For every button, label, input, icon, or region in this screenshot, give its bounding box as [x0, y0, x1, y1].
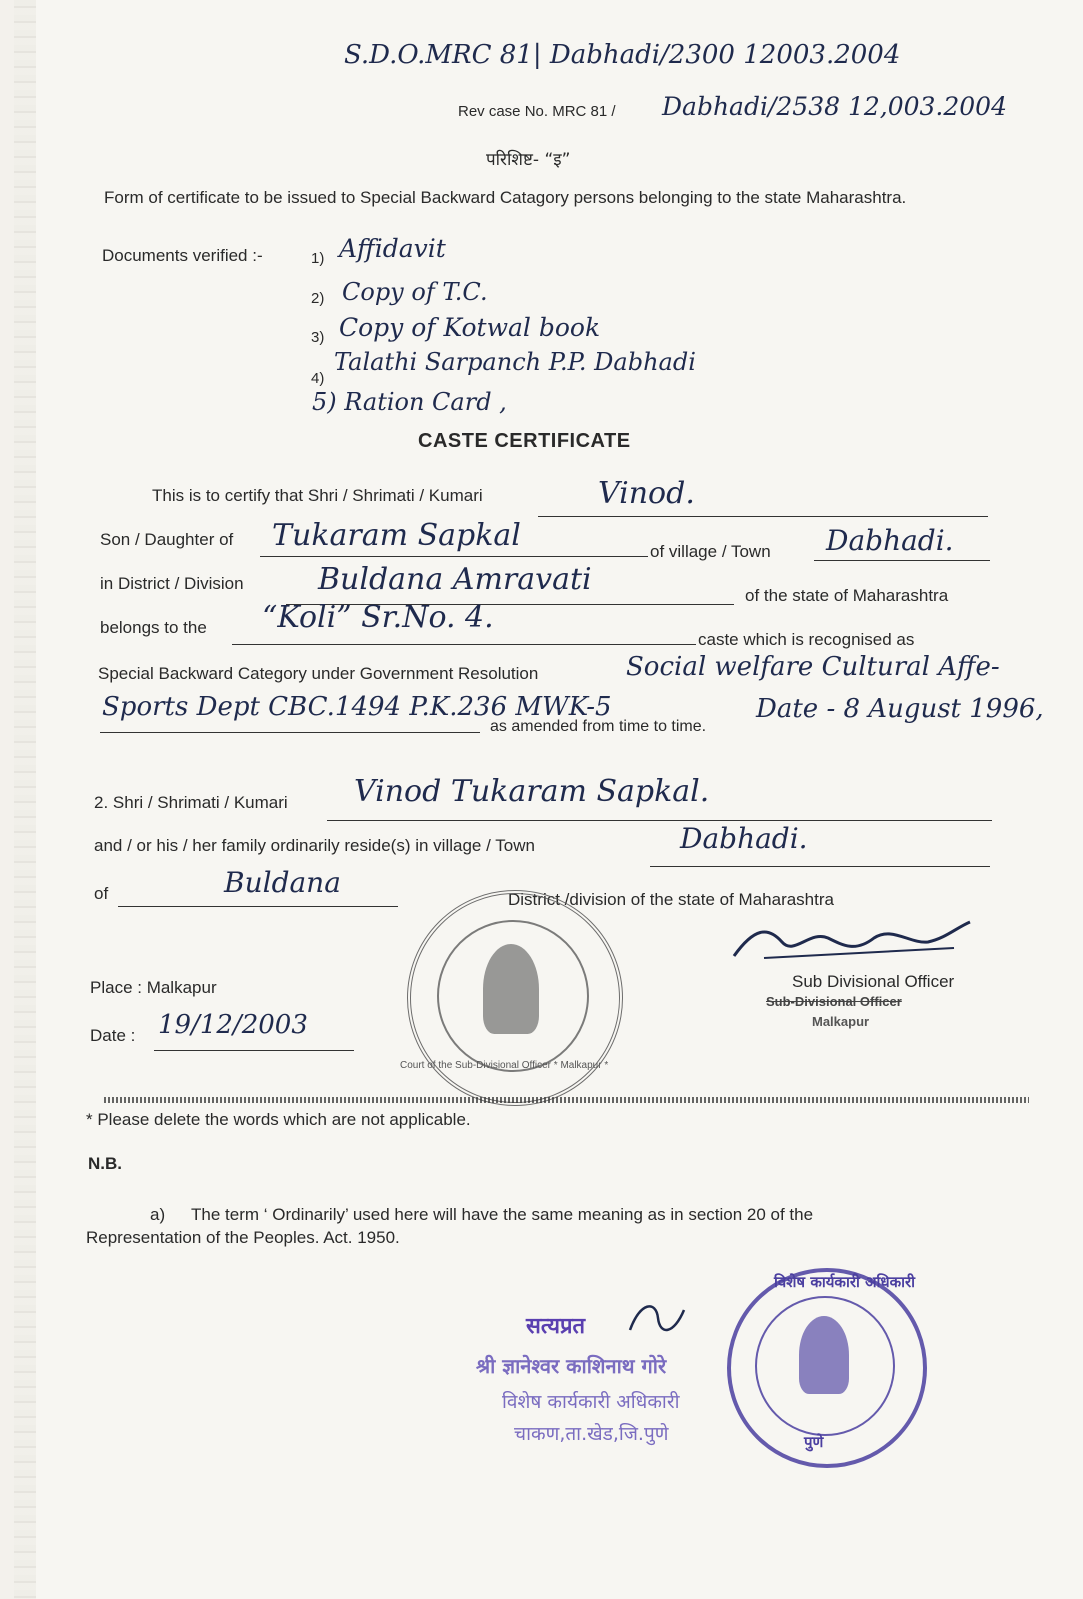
doc-num-1: 1) — [311, 250, 325, 267]
seal-text: विशेष कार्यकारी अधिकारी — [774, 1273, 916, 1291]
caste-name: “Koli” Sr.No. 4. — [262, 600, 494, 635]
para2-name: Vinod Tukaram Sapkal. — [354, 774, 710, 809]
date-label: Date : — [90, 1026, 136, 1045]
rev-case-number: Dabhadi/2538 12,003.2004 — [662, 92, 1007, 121]
category-text: Special Backward Category under Government Resolution — [98, 664, 539, 683]
of-line — [118, 906, 398, 907]
amended-text: as amended from time to time. — [490, 718, 707, 735]
caste-line — [232, 644, 696, 645]
separator-dots — [104, 1097, 1029, 1103]
court-stamp — [407, 890, 623, 1106]
delete-note: * Please delete the words which are not applicable. — [86, 1110, 471, 1129]
name-line — [538, 516, 988, 517]
doc-num-2: 2) — [311, 290, 325, 307]
village-line — [814, 560, 990, 561]
emblem-icon — [483, 944, 539, 1034]
doc-item-5: 5) Ration Card , — [312, 388, 507, 416]
attesting-officer-title: विशेष कार्यकारी अधिकारी — [502, 1391, 680, 1413]
belongs-label: belongs to the — [100, 618, 207, 637]
doc-item-1: Affidavit — [339, 234, 446, 263]
attested-copy-label: सत्यप्रत — [526, 1314, 586, 1339]
attestation-signature — [622, 1296, 692, 1342]
date-value: 19/12/2003 — [158, 1010, 308, 1040]
nb-a-line-1: The term ‘ Ordinarily’ used here will have the same meaning as in section 20 of the — [191, 1205, 814, 1224]
of-label: of — [94, 884, 109, 903]
district-text: District /division of the state of Maharashtra — [508, 890, 834, 909]
attesting-officer-name: श्री ज्ञानेश्वर काशिनाथ गोरे — [476, 1354, 667, 1378]
resolution-line — [100, 732, 480, 733]
court-stamp-text: Court of the Sub-Divisional Officer * Malkapur * — [400, 1060, 609, 1071]
candidate-name: Vinod. — [598, 476, 695, 511]
place-label: Place : Malkapur — [90, 978, 217, 997]
nb-a-number: a) — [150, 1205, 166, 1224]
para2-label: 2. Shri / Shrimati / Kumari — [94, 793, 288, 812]
reside-text: and / or his / her family ordinarily reside(s) in village / Town — [94, 836, 535, 855]
doc-item-2: Copy of T.C. — [342, 278, 488, 306]
doc-item-3: Copy of Kotwal book — [339, 313, 601, 342]
annexure-label: परिशिष्ट- “इ” — [486, 150, 571, 170]
reside-village: Dabhadi. — [680, 822, 808, 855]
date-line — [154, 1050, 354, 1051]
doc-item-4: Talathi Sarpanch P.P. Dabhadi — [334, 348, 696, 376]
officer-signature — [724, 908, 984, 970]
village-label: of village / Town — [650, 542, 771, 561]
seal-emblem-icon — [799, 1316, 849, 1394]
district-label: in District / Division — [100, 574, 244, 593]
page-edge — [14, 0, 36, 1599]
district-name: Buldana Amravati — [318, 562, 592, 597]
doc-num-4: 4) — [311, 370, 325, 387]
resolution-date: Date - 8 August 1996, — [756, 694, 1044, 724]
certificate-title: CASTE CERTIFICATE — [418, 430, 631, 452]
form-title: Form of certificate to be issued to Special Backward Catagory persons belonging to the state Maharashtra. — [104, 188, 907, 207]
nb-label: N.B. — [88, 1154, 122, 1173]
officer-title: Sub Divisional Officer — [792, 972, 955, 991]
documents-label: Documents verified :- — [102, 246, 263, 265]
doc-num-3: 3) — [311, 329, 325, 346]
reside-line — [650, 866, 990, 867]
rev-case-label: Rev case No. MRC 81 / — [458, 103, 616, 120]
son-of-label: Son / Daughter of — [100, 530, 234, 549]
nb-a-line-2: Representation of the Peoples. Act. 1950. — [86, 1228, 400, 1247]
handwritten-reference: S.D.O.MRC 81| Dabhadi/2300 12003.2004 — [344, 40, 901, 70]
certificate-page — [14, 0, 1083, 1599]
village-name: Dabhadi. — [826, 524, 954, 557]
resolution-line-1: Social welfare Cultural Affe- — [626, 652, 1000, 682]
seal-bottom-text: पुणे — [804, 1433, 824, 1451]
state-text: of the state of Maharashtra — [745, 586, 949, 605]
para2-name-line — [327, 820, 992, 821]
father-name: Tukaram Sapkal — [272, 518, 521, 553]
father-line — [260, 556, 648, 557]
officer-office: Sub-Divisional Officer — [766, 994, 902, 1009]
attesting-officer-place: चाकण,ता.खेड,जि.पुणे — [514, 1423, 669, 1445]
certify-text: This is to certify that Shri / Shrimati / Kumari — [152, 486, 483, 505]
officer-place: Malkapur — [812, 1014, 870, 1029]
caste-text: caste which is recognised as — [698, 630, 915, 649]
reside-district: Buldana — [224, 866, 341, 899]
resolution-line-2: Sports Dept CBC.1494 P.K.236 MWK-5 — [102, 692, 612, 722]
executive-officer-seal — [727, 1268, 927, 1468]
